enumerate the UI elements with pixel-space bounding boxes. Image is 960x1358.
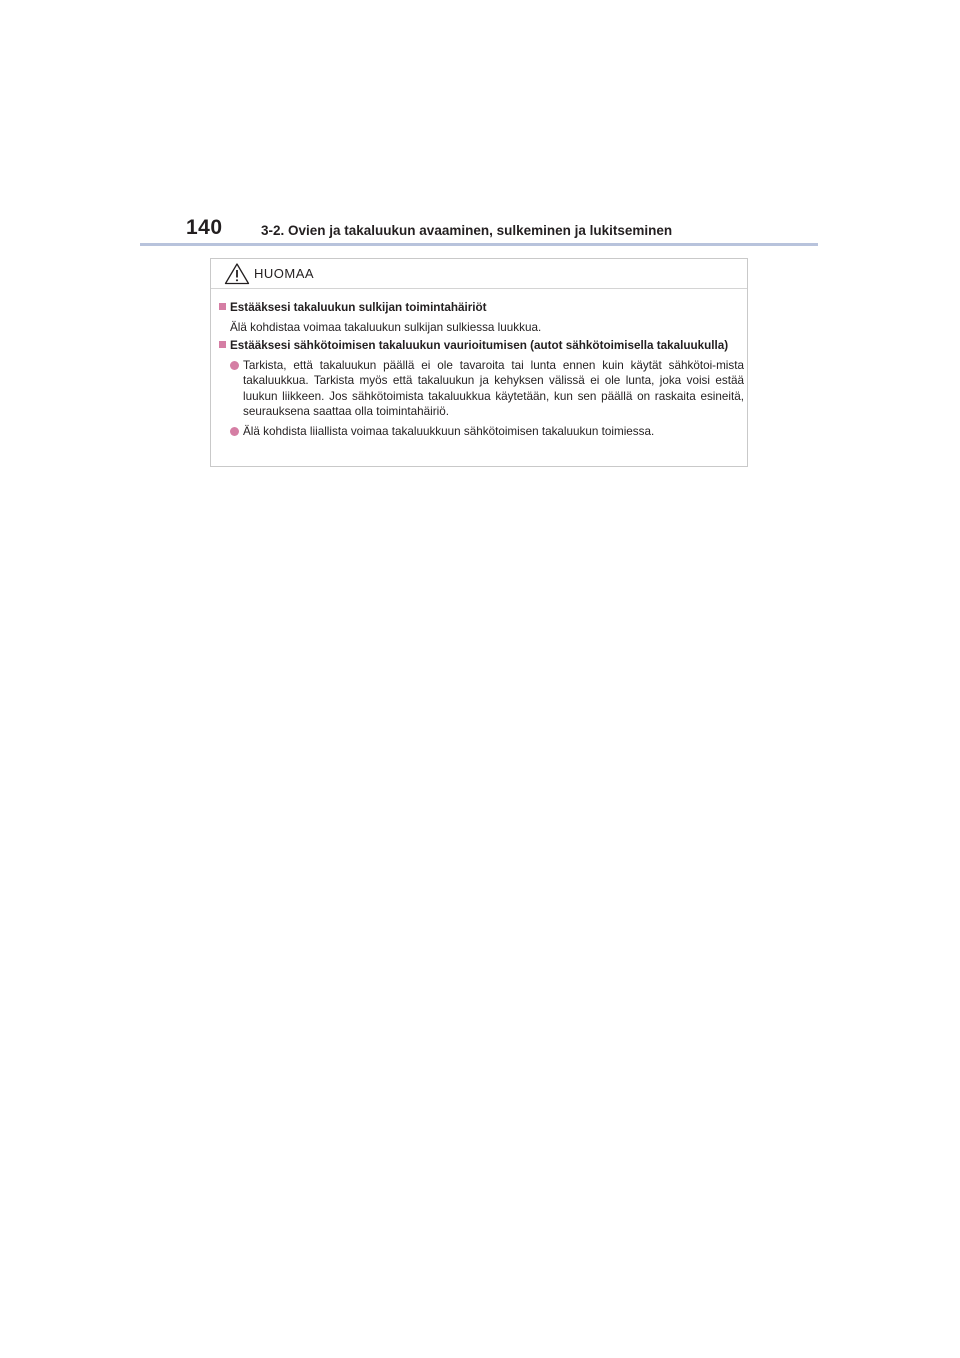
notice-section-closer: [219, 300, 744, 335]
section-heading-text: Estääksesi sähkötoimisen takaluukun vaurioitumisen (autot sähkötoimisella takaluukulla): [230, 339, 729, 352]
section-heading-text: Estääksesi takaluukun sulkijan toimintahäiriöt: [230, 301, 487, 314]
notice-body: [219, 300, 744, 442]
list-item: [219, 424, 744, 440]
header-rule: [140, 243, 818, 246]
section-text: Älä kohdistaa voimaa takaluukun sulkijan sulkiessa luukkua.: [230, 320, 542, 334]
notice-section-power-tailgate: [219, 338, 744, 439]
warning-triangle-icon: [224, 262, 250, 285]
dot-bullet-icon: [230, 427, 239, 436]
notice-box: [210, 258, 748, 467]
section-title: 3-2. Ovien ja takaluukun avaaminen, sulkeminen ja lukitseminen: [261, 223, 673, 238]
dot-bullet-icon: [230, 361, 239, 370]
notice-header: [211, 259, 747, 289]
square-bullet-icon: [219, 303, 226, 310]
list-item: [219, 358, 744, 420]
page-number: 140: [186, 216, 223, 239]
page-header: [140, 212, 818, 246]
list-item-text: Tarkista, että takaluukun päällä ei ole tavaroita tai lunta ennen kuin käytät sähkötoi-mista takaluukkua. Tarkista myös että takaluukun ja kehyksen välissä ei ole lunta, joka voisi estää luukun liikkeen. Jos sähkötoimista takaluukkua käytetään, kun sen päällä on raskaita esineitä, seurauksena saattaa olla toimintahäiriö.: [243, 358, 744, 418]
notice-label: HUOMAA: [254, 266, 315, 281]
section-heading: [219, 338, 744, 354]
section-heading: [219, 300, 744, 316]
list-item-text: Älä kohdista liiallista voimaa takaluukkuun sähkötoimisen takaluukun toimiessa.: [243, 424, 655, 438]
square-bullet-icon: [219, 341, 226, 348]
